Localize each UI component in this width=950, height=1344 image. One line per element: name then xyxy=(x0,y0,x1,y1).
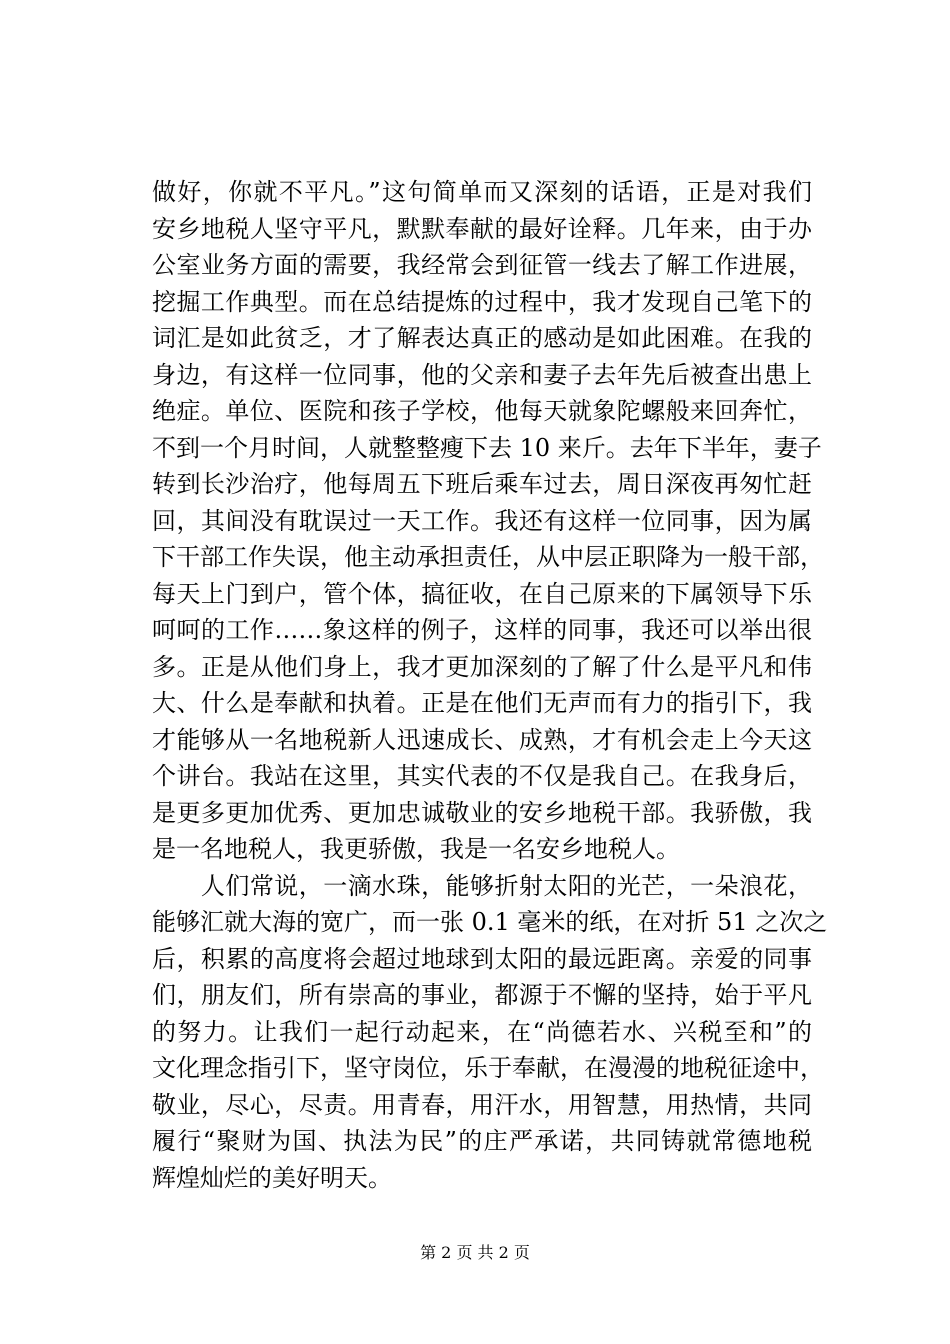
text-line: 后，积累的高度将会超过地球到太阳的最远距离。亲爱的同事 xyxy=(152,944,812,973)
page-number-label: 第 2 页 共 2 页 xyxy=(420,1243,530,1262)
paragraph-end-line: 辉煌灿烂的美好明天。 xyxy=(152,1163,392,1192)
text-line: 的努力。让我们一起行动起来，在“尚德若水、兴税至和”的 xyxy=(152,1017,812,1046)
text-line: 做好，你就不平凡。”这句简单而又深刻的话语，正是对我们 xyxy=(152,178,812,206)
text-line: 安乡地税人坚守平凡，默默奉献的最好诠释。几年来，由于办 xyxy=(152,214,812,243)
text-line: 词汇是如此贫乏，才了解表达真正的感动是如此困难。在我的 xyxy=(152,324,812,352)
text-line: 多。正是从他们身上，我才更加深刻的了解了什么是平凡和伟 xyxy=(152,652,812,681)
document-body xyxy=(152,174,828,1196)
text-line: 文化理念指引下，坚守岗位，乐于奉献，在漫漫的地税征途中， xyxy=(152,1054,824,1082)
text-line: 挖掘工作典型。而在总结提炼的过程中，我才发现自己笔下的 xyxy=(152,287,812,316)
text-line: 公室业务方面的需要，我经常会到征管一线去了解工作进展， xyxy=(152,251,812,279)
text-line: 能够汇就大海的宽广，而一张 0.1 毫米的纸，在对折 51 之次之 xyxy=(152,908,828,936)
text-line: 下干部工作失误，他主动承担责任，从中层正职降为一般干部， xyxy=(152,543,824,571)
paragraph-start-line: 人们常说，一滴水珠，能够折射太阳的光芒，一朵浪花， xyxy=(152,871,812,900)
text-line: 们，朋友们，所有崇高的事业，都源于不懈的坚持，始于平凡 xyxy=(152,981,812,1009)
text-line: 呵呵的工作……象这样的例子，这样的同事，我还可以举出很 xyxy=(152,616,812,644)
text-line: 敬业，尽心，尽责。用青春，用汗水，用智慧，用热情，共同 xyxy=(152,1090,812,1119)
text-line: 是更多更加优秀、更加忠诚敬业的安乡地税干部。我骄傲，我 xyxy=(152,798,812,827)
text-line: 才能够从一名地税新人迅速成长、成熟，才有机会走上今天这 xyxy=(152,725,812,754)
paragraph-end-line: 是一名地税人，我更骄傲，我是一名安乡地税人。 xyxy=(152,835,680,863)
text-line: 不到一个月时间，人就整整瘦下去 10 来斤。去年下半年，妻子 xyxy=(152,433,822,462)
text-line: 身边，有这样一位同事，他的父亲和妻子去年先后被查出患上 xyxy=(152,360,812,389)
text-line: 转到长沙治疗，他每周五下班后乘车过去，周日深夜再匆忙赶 xyxy=(152,470,812,498)
page-footer xyxy=(0,1242,950,1264)
text-line: 回，其间没有耽误过一天工作。我还有这样一位同事，因为属 xyxy=(152,506,812,535)
text-line: 每天上门到户，管个体，搞征收，在自己原来的下属领导下乐 xyxy=(152,579,812,608)
text-line: 履行“聚财为国、执法为民”的庄严承诺，共同铸就常德地税 xyxy=(152,1127,812,1155)
text-line: 绝症。单位、医院和孩子学校，他每天就象陀螺般来回奔忙， xyxy=(152,397,812,425)
text-line: 个讲台。我站在这里，其实代表的不仅是我自己。在我身后， xyxy=(152,762,812,790)
text-line: 大、什么是奉献和执着。正是在他们无声而有力的指引下，我 xyxy=(152,689,812,717)
